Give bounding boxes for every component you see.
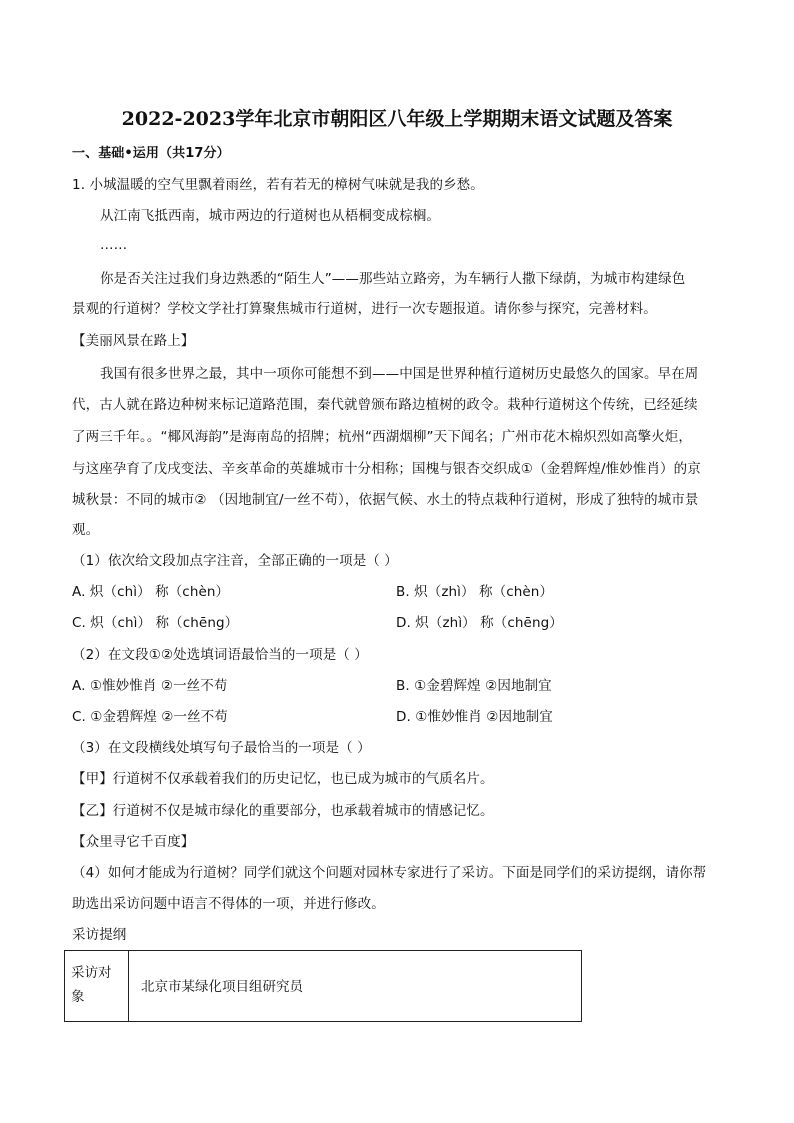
paragraph-line: 与这座孕育了戊戌变法、辛亥革命的英雄城市十分相称；国槐与银杏交织成①（金碧辉煌/惟妙惟肖）的京: [72, 461, 701, 477]
option-b: B. 炽（zhì） 称（chèn）: [396, 584, 554, 600]
paragraph-line: 代，古人就在路边种树来标记道路范围，秦代就曾颁布路边植树的政令。栽种行道树这个传统，已经延续: [72, 397, 698, 413]
page-title: 2022-2023学年北京市朝阳区八年级上学期期末语文试题及答案: [121, 108, 673, 130]
question-stem: 助选出采访问题中语言不得体的一项，并进行修改。: [72, 896, 385, 912]
option-c: C. ①金碧辉煌 ②一丝不苟: [72, 709, 228, 725]
option-row: [72, 675, 732, 697]
option-jia: 【甲】行道树不仅承载着我们的历史记忆，也已成为城市的气质名片。: [72, 771, 494, 787]
option-a: A. ①惟妙惟肖 ②一丝不苟: [72, 678, 228, 694]
paragraph-line: 景观的行道树？学校文学社打算聚焦城市行道树，进行一次专题报道。请你参与探究，完善材料。: [72, 301, 657, 317]
paragraph-line: 了两三千年。。“椰风海韵”是海南岛的招牌；杭州“西湖烟柳”天下闻名；广州市花木棉炽烈如高擎火炬，: [72, 429, 693, 445]
option-row: [72, 581, 732, 603]
outline-label: 采访提纲: [72, 927, 127, 943]
option-c: C. 炽（chì） 称（chēng）: [72, 615, 239, 631]
option-row: [72, 706, 732, 728]
option-yi: 【乙】行道树不仅是城市绿化的重要部分，也承载着城市的情感记忆。: [72, 803, 494, 819]
intro-line: 从江南飞抵西南，城市两边的行道树也从梧桐变成棕榈。: [100, 208, 440, 224]
question-stem: （3）在文段横线处填写句子最恰当的一项是（ ）: [72, 740, 371, 756]
paragraph-line: 观。: [72, 522, 100, 538]
interview-table: [64, 950, 582, 1022]
question-stem: （2）在文段①②处选填词语最恰当的一项是（ ）: [72, 647, 368, 663]
ellipsis: ……: [100, 237, 128, 253]
subsection-heading: 【美丽风景在路上】: [72, 333, 195, 349]
table-label-cell: 采访对象: [65, 951, 129, 1021]
intro-line: 1. 小城温暖的空气里飘着雨丝，若有若无的樟树气味就是我的乡愁。: [72, 177, 484, 193]
option-row: [72, 612, 732, 634]
option-b: B. ①金碧辉煌 ②因地制宜: [396, 678, 552, 694]
option-d: D. ①惟妙惟肖 ②因地制宜: [396, 709, 553, 725]
section-heading: 一、基础•运用（共17分）: [72, 146, 230, 161]
question-stem: （1）依次给文段加点字注音，全部正确的一项是（ ）: [72, 553, 398, 569]
paragraph-line: 我国有很多世界之最，其中一项你可能想不到——中国是世界种植行道树历史最悠久的国家。早在周: [100, 366, 699, 382]
option-a: A. 炽（chì） 称（chèn）: [72, 584, 230, 600]
question-stem: （4）如何才能成为行道树？同学们就这个问题对园林专家进行了采访。下面是同学们的采访提纲，请你帮: [72, 865, 707, 881]
option-d: D. 炽（zhì） 称（chēng）: [396, 615, 563, 631]
table-value-cell: 北京市某绿化项目组研究员: [141, 979, 303, 995]
subsection-heading: 【众里寻它千百度】: [72, 834, 195, 850]
paragraph-line: 城秋景：不同的城市② （因地制宜/一丝不苟），依据气候、水土的特点栽种行道树，形成了独特的城市景: [72, 492, 699, 508]
paragraph-line: 你是否关注过我们身边熟悉的“陌生人”——那些站立路旁，为车辆行人撒下绿荫，为城市构建绿色: [100, 271, 686, 287]
